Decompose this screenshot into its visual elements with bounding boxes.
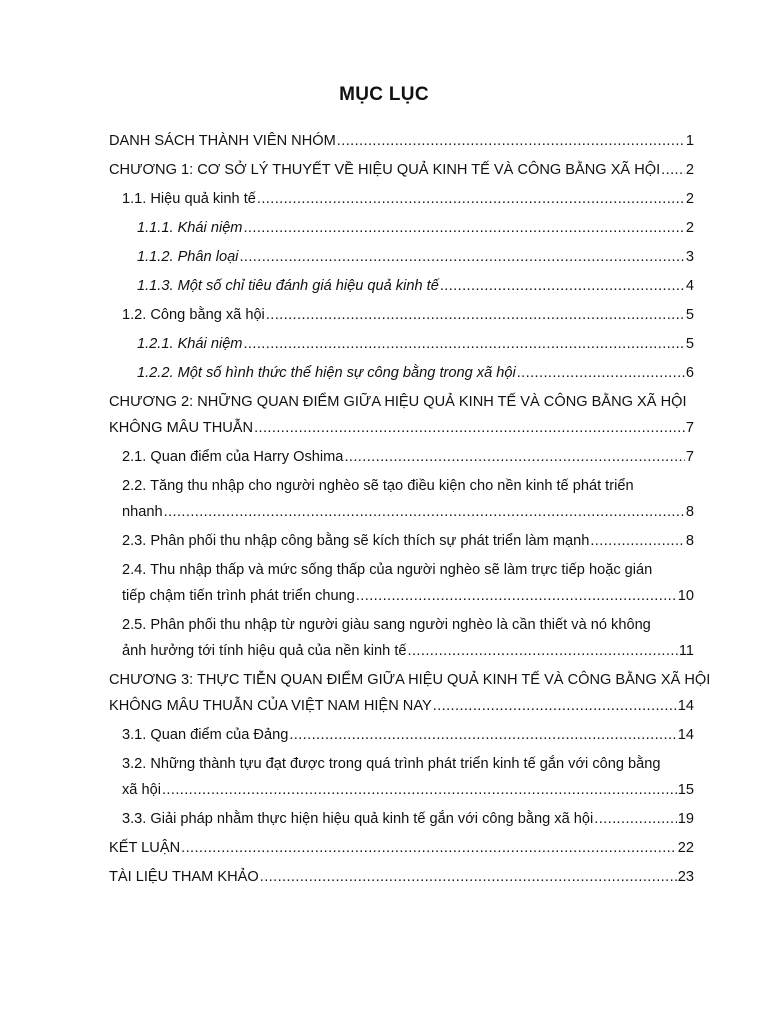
toc-entry-2-5[interactable] <box>0 612 694 664</box>
toc-entry-text-line-2: tiếp chậm tiến trình phát triển chung <box>122 588 355 604</box>
toc-entry-text-line-1: 2.4. Thu nhập thấp và mức sống thấp của người nghèo sẽ làm trực tiếp hoặc gián <box>122 562 653 578</box>
toc-entry-chapter-1[interactable] <box>0 157 694 183</box>
toc-entry-text: 3.3. Giải pháp nhằm thực hiện hiệu quả kinh tế gắn với công bằng xã hội <box>122 811 594 827</box>
toc-page-number: 1 <box>685 133 694 149</box>
toc-page-number: 2 <box>685 220 694 236</box>
toc-entry-2-2[interactable] <box>0 473 694 525</box>
toc-entry-1-1-3[interactable] <box>0 273 694 299</box>
toc-entry-text: 2.1. Quan điểm của Harry Oshima <box>122 449 344 465</box>
toc-entry-2-4[interactable] <box>0 557 694 609</box>
toc-entry-text: 1.1.2. Phân loại <box>137 249 239 265</box>
toc-entry-1-2-2[interactable] <box>0 360 694 386</box>
toc-entry-text: 1.2.2. Một số hình thức thể hiện sự công bằng trong xã hội <box>137 365 516 381</box>
leader-dots <box>517 360 685 386</box>
toc-entry-text-line-2: ảnh hưởng tới tính hiệu quả của nền kinh tế <box>122 643 407 659</box>
leader-dots <box>594 806 677 832</box>
toc-entry-1-1[interactable] <box>0 186 694 212</box>
toc-entry-text-line-2: KHÔNG MÂU THUẪN <box>109 420 254 436</box>
toc-page-number: 6 <box>685 365 694 381</box>
leader-dots <box>243 331 684 357</box>
leader-dots <box>162 777 677 803</box>
toc-page-number: 4 <box>685 278 694 294</box>
toc-entry-1-1-1[interactable] <box>0 215 694 241</box>
toc-page-number: 8 <box>685 533 694 549</box>
leader-dots <box>661 157 685 183</box>
toc-entry-text: 3.1. Quan điểm của Đảng <box>122 727 289 743</box>
leader-dots <box>257 186 685 212</box>
toc-entry-text-line-1: CHƯƠNG 3: THỰC TIỄN QUAN ĐIỂM GIỮA HIỆU QUẢ KINH TẾ VÀ CÔNG BẰNG XÃ HỘI <box>109 672 711 688</box>
toc-entry-text-line-2: xã hội <box>122 782 161 798</box>
toc-entry-3-1[interactable] <box>0 722 694 748</box>
toc-entry-text: KẾT LUẬN <box>109 840 181 856</box>
toc-entry-1-1-2[interactable] <box>0 244 694 270</box>
leader-dots <box>239 244 684 270</box>
toc-page-number: 2 <box>685 191 694 207</box>
toc-entry-1-2[interactable] <box>0 302 694 328</box>
toc-page-number: 14 <box>677 698 694 714</box>
leader-dots <box>289 722 676 748</box>
toc-page-number: 11 <box>678 643 694 659</box>
toc-entry-text: TÀI LIỆU THAM KHẢO <box>109 869 259 885</box>
leader-dots <box>356 583 677 609</box>
leader-dots <box>181 835 677 861</box>
toc-entry-text: DANH SÁCH THÀNH VIÊN NHÓM <box>109 133 336 149</box>
toc-entry-3-2[interactable] <box>0 751 694 803</box>
leader-dots <box>440 273 685 299</box>
leader-dots <box>266 302 685 328</box>
page-title: MỤC LỤC <box>339 84 429 105</box>
leader-dots <box>337 128 685 154</box>
leader-dots <box>243 215 684 241</box>
toc-entry-chapter-2[interactable] <box>0 389 694 441</box>
toc-page-number: 7 <box>685 449 694 465</box>
toc-page-number: 19 <box>677 811 694 827</box>
toc-entry-text-line-1: CHƯƠNG 2: NHỮNG QUAN ĐIỂM GIỮA HIỆU QUẢ KINH TẾ VÀ CÔNG BẰNG XÃ HỘI <box>109 394 687 410</box>
table-of-contents <box>0 128 768 893</box>
toc-entry-conclusion[interactable] <box>0 835 694 861</box>
toc-entry-2-3[interactable] <box>0 528 694 554</box>
toc-entry-text: 2.3. Phân phối thu nhập công bằng sẽ kích thích sự phát triển làm mạnh <box>122 533 590 549</box>
toc-page-number: 10 <box>677 588 694 604</box>
toc-entry-text-line-1: 2.5. Phân phối thu nhập từ người giàu sang người nghèo là cần thiết và nó không <box>122 617 651 633</box>
toc-entry-member-list[interactable] <box>0 128 694 154</box>
toc-entry-references[interactable] <box>0 864 694 890</box>
leader-dots <box>590 528 685 554</box>
toc-entry-2-1[interactable] <box>0 444 694 470</box>
toc-page-number: 5 <box>685 336 694 352</box>
toc-entry-text: 1.1. Hiệu quả kinh tế <box>122 191 256 207</box>
toc-entry-text-line-2: nhanh <box>122 504 163 520</box>
toc-entry-text: 1.1.1. Khái niệm <box>137 220 243 236</box>
toc-entry-chapter-3[interactable] <box>0 667 711 719</box>
toc-page-number: 15 <box>677 782 694 798</box>
toc-entry-1-2-1[interactable] <box>0 331 694 357</box>
toc-entry-text-line-2: KHÔNG MÂU THUẪN CỦA VIỆT NAM HIỆN NAY <box>109 698 432 714</box>
toc-entry-3-3[interactable] <box>0 806 694 832</box>
toc-page-number: 3 <box>685 249 694 265</box>
toc-entry-text: 1.2. Công bằng xã hội <box>122 307 265 323</box>
toc-page-number: 5 <box>685 307 694 323</box>
toc-page-number: 8 <box>685 504 694 520</box>
toc-entry-text-line-1: 3.2. Những thành tựu đạt được trong quá trình phát triển kinh tế gắn với công bằng <box>122 756 661 772</box>
leader-dots <box>164 499 685 525</box>
toc-page-number: 7 <box>685 420 694 436</box>
toc-page-number: 14 <box>677 727 694 743</box>
leader-dots <box>344 444 684 470</box>
toc-page-number: 23 <box>677 869 694 885</box>
toc-entry-text: 1.2.1. Khái niệm <box>137 336 243 352</box>
toc-page-number: 2 <box>685 162 694 178</box>
leader-dots <box>408 638 678 664</box>
toc-entry-text-line-1: 2.2. Tăng thu nhập cho người nghèo sẽ tạo điều kiện cho nền kinh tế phát triển <box>122 478 634 494</box>
leader-dots <box>260 864 677 890</box>
toc-entry-text: CHƯƠNG 1: CƠ SỞ LÝ THUYẾT VỀ HIỆU QUẢ KINH TẾ VÀ CÔNG BẰNG XÃ HỘI <box>109 162 661 178</box>
toc-page-number: 22 <box>677 840 694 856</box>
leader-dots <box>254 415 685 441</box>
leader-dots <box>433 693 677 719</box>
toc-entry-text: 1.1.3. Một số chỉ tiêu đánh giá hiệu quả kinh tế <box>137 278 439 294</box>
